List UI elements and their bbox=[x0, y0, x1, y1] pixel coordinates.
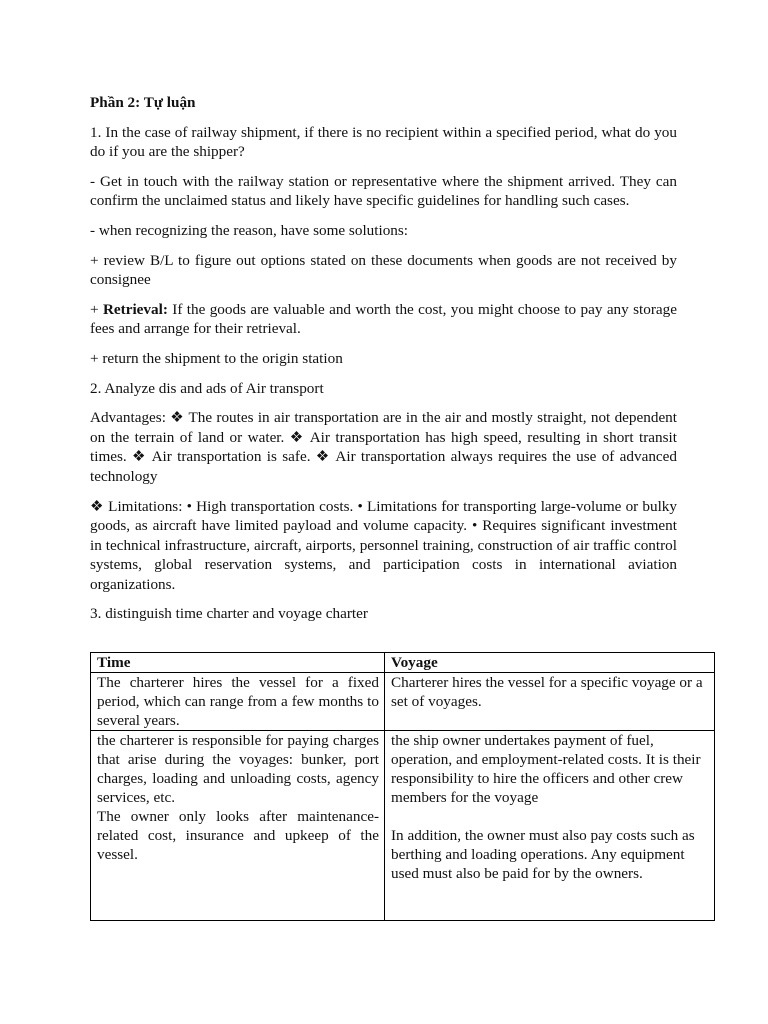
header-time: Time bbox=[91, 653, 385, 673]
q2-limitations: ❖ Limitations: • High transportation costs. • Limitations for transporting large-volume or bulky goods, as aircraft have limited payload and volume capacity. • Requires significant investment in technical infrastructure, aircraft, airports, personnel training, construction of air traffic control systems, global reservation systems, and participation costs in international aviation organizations. bbox=[90, 497, 677, 593]
q2-advantages: Advantages: ❖ The routes in air transportation are in the air and mostly straight, not dependent on the terrain of land or water. ❖ Air transportation has high speed, resulting in short transit times. ❖ Air transportation is safe. ❖ Air transportation always requires the use of advanced technology bbox=[90, 409, 677, 485]
retrieval-label: Retrieval: bbox=[102, 300, 168, 318]
table-header-row bbox=[91, 653, 715, 673]
time-cell-costs bbox=[91, 731, 385, 921]
time-costs-owner: The owner only looks after maintenance-related cost, insurance and upkeep of the vessel. bbox=[97, 808, 379, 863]
q1-answer-return: + return the shipment to the origin station bbox=[90, 349, 343, 367]
question-1: 1. In the case of railway shipment, if there is no recipient within a specified period, what do you do if you are the shipper? bbox=[90, 123, 677, 161]
voyage-costs-additional: In addition, the owner must also pay costs such as berthing and loading operations. Any equipment used must also be paid for by the owners. bbox=[391, 827, 695, 882]
table-row bbox=[91, 673, 715, 731]
question-2: 2. Analyze dis and ads of Air transport bbox=[90, 379, 324, 397]
voyage-cell-duration: Charterer hires the vessel for a specific voyage or a set of voyages. bbox=[385, 673, 715, 731]
q1-answer-solutions-intro: - when recognizing the reason, have some solutions: bbox=[90, 221, 409, 239]
voyage-costs-owner: the ship owner undertakes payment of fuel, operation, and employment-related costs. It is their responsibility to hire the officers and other crew members for the voyage bbox=[391, 732, 701, 806]
retrieval-prefix: + bbox=[90, 300, 103, 318]
voyage-cell-costs bbox=[385, 731, 715, 921]
q1-answer-contact: - Get in touch with the railway station or representative where the shipment arrived. They can confirm the unclaimed status and likely have specific guidelines for handling such cases. bbox=[90, 172, 677, 210]
q1-answer-retrieval bbox=[90, 300, 677, 339]
document-body bbox=[90, 93, 677, 634]
q1-answer-review-bl: + review B/L to figure out options stated on these documents when goods are not received by consignee bbox=[90, 251, 677, 289]
time-cell-duration: The charterer hires the vessel for a fixed period, which can range from a few months to several years. bbox=[91, 673, 385, 731]
table-row bbox=[91, 731, 715, 921]
retrieval-text: If the goods are valuable and worth the cost, you might choose to pay any storage fees and arrange for their retrieval. bbox=[90, 300, 677, 338]
charter-comparison-table bbox=[90, 652, 715, 921]
paragraph-gap bbox=[391, 807, 709, 826]
time-costs-charterer: the charterer is responsible for paying charges that arise during the voyages: bunker, port charges, loading and unloading costs, agency services, etc. bbox=[97, 732, 379, 806]
section-title: Phần 2: Tự luận bbox=[90, 94, 196, 111]
question-3: 3. distinguish time charter and voyage charter bbox=[90, 605, 368, 623]
header-voyage: Voyage bbox=[385, 653, 715, 673]
